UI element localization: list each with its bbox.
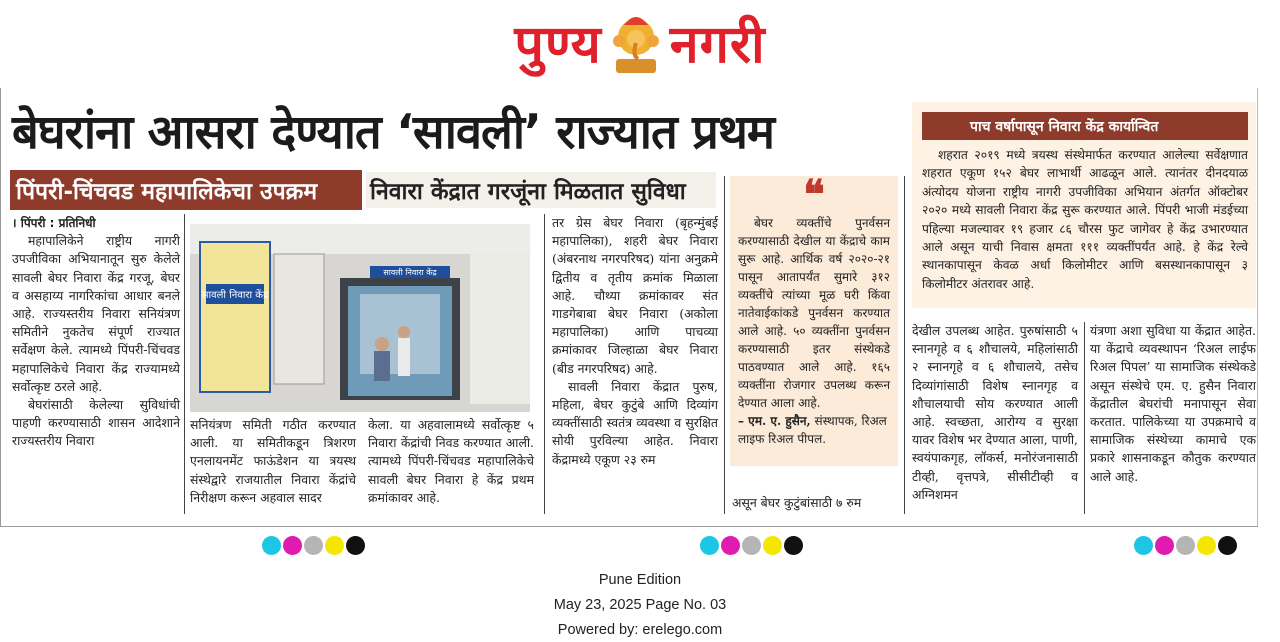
column-rule: [724, 176, 725, 514]
registration-dot: [325, 536, 344, 555]
article-column-2: [190, 416, 356, 507]
page-edge: [0, 526, 1258, 527]
registration-dot: [262, 536, 281, 555]
masthead-right-word: नगरी: [669, 14, 766, 75]
pull-quote-box: [730, 171, 898, 466]
quote-paragraph: बेघर व्यक्तींचे पुनर्वसन करण्यासाठी देखील या केंद्राचे काम सुरू आहे. आर्थिक वर्ष २०२०-२१ पासून आतापर्यंत सुमारे ३१२ व्यक्तींचे त्यांच्या मूळ घरी किंवा नातेवाईकांकडे पुनर्वसन करण्यात आले आहे. ५० व्यक्तींना पुनर्वसन करण्यासाठी इतर संस्थेकडे पाठवण्यात आले आहे. १६५ व्यक्तींना रोजगार उपलब्ध करून देण्यात आला आहे.: [738, 216, 890, 410]
paragraph: बेघरांसाठी केलेल्या सुविधांची पाहणी करण्यासाठी शासन आदेशाने राज्यस्तरीय निवारा: [12, 397, 180, 449]
article-column-7: [1090, 322, 1256, 486]
headline: बेघरांना आसरा देण्यात ‘सावली’ राज्यात प्रथम: [12, 105, 774, 160]
paragraph: तर ग्रेस बेघर निवारा (बृहन्मुंबई महापालिका), शहरी बेघर निवारा (अंबरनाथ नगरपरिषद) यांना अनुक्रमे द्वितीय व तृतीय क्रमांक मिळाला आहे. चौथ्या क्रमांकावर संत गाडगेबाबा बेघर निवारा (अकोला महापालिका) आणि पाचव्या क्रमांकावर जिल्हाळा बेघर निवारा (बीड नगरपरिषद) आहे.: [552, 215, 718, 376]
masthead: [470, 2, 810, 82]
shelter-entrance-image: [190, 224, 530, 412]
paragraph: देखील उपलब्ध आहेत. पुरुषांसाठी ५ स्नानगृहे व ६ शौचालये, महिलांसाठी २ स्नानगृहे व ६ शौचालये, तसेच दिव्यांगांसाठी विशेष स्नानगृह व शौचालयाची सोय करण्यात आली आहे. स्वच्छता, आरोग्य व सुरक्षा यावर विशेष भर देण्यात आला, पाणी, स्वयंपाकगृह, लॉकर्स, मनोरंजनासाठी टीव्ही, वृत्तपत्रे, सीसीटीव्ही व अग्निशमन: [912, 323, 1078, 502]
byline: । पिंपरी : प्रतिनिधी: [12, 216, 96, 230]
registration-dot: [346, 536, 365, 555]
registration-dot: [283, 536, 302, 555]
paragraph: सावली निवारा केंद्रात पुरुष, महिला, बेघर कुटुंबे आणि दिव्यांग व्यक्तींसाठी स्वतंत्र व्यवस्था व सुरक्षित सोयी पुरविल्या आहेत. निवारा केंद्रामध्ये एकूण २३ रुम: [552, 378, 718, 467]
registration-dot: [1176, 536, 1195, 555]
attribution-rest: संस्थापक, रिअल लाइफ रिअल पीपल.: [738, 414, 887, 446]
article-column-6: [912, 322, 1078, 504]
registration-dot: [721, 536, 740, 555]
paragraph: केला. या अहवालामध्ये सर्वोत्कृष्ट ५ निवारा केंद्रांची निवड करण्यात आली. त्यामध्ये पिंपरी-चिंचवड महापालिकेचे सावली बेघर निवारा हे केंद्र प्रथम क्रमांकावर आहे.: [368, 417, 534, 505]
powered-by-link[interactable]: Powered by: erelego.com: [557, 622, 723, 638]
registration-dot: [784, 536, 803, 555]
registration-dot: [1155, 536, 1174, 555]
column-rule: [544, 214, 545, 514]
subhead-red: पिंपरी-चिंचवड महापालिकेचा उपक्रम: [10, 170, 362, 210]
registration-dot: [1197, 536, 1216, 555]
sidebox-text: [922, 146, 1248, 293]
page-edge: [0, 88, 1, 526]
registration-dot: [742, 536, 761, 555]
masthead-left-word: पुण्य: [514, 14, 602, 75]
paragraph: महापालिकेने राष्ट्रीय नागरी उपजीविका अभियानातून सुरु केलेले सावली बेघर निवारा केंद्र गरजू, बेघर व असहाय्य नागरिकांचा आधार बनले आहे. राज्यस्तरीय निवारा सनियंत्रण समितीने नुकतेच संपूर्ण राज्यात सर्वेक्षण केले. त्यामध्ये पिंपरी-चिंचवड महापालिकेचे निवारा केंद्र राज्यामध्ये सर्वोत्कृष्ट ठरले आहे.: [12, 233, 180, 394]
column-rule: [904, 176, 905, 514]
registration-dot: [304, 536, 323, 555]
article-column-5: [732, 494, 898, 512]
registration-dot: [700, 536, 719, 555]
registration-marks-middle: [700, 536, 820, 556]
subhead-black: निवारा केंद्रात गरजूंना मिळतात सुविधा: [366, 172, 716, 208]
attribution-name: – एम. ए. हुसैन,: [738, 414, 811, 428]
paragraph: सनियंत्रण समिती गठीत करण्यात आली. या समितीकडून त्रिशरण एनलायनमेंट फाऊंडेशन या त्रयस्थ संस्थेद्वारे राजयातील निवारा केंद्रांचे निरीक्षण करून अहवाल सादर: [190, 417, 356, 505]
column-rule: [1084, 322, 1085, 514]
paragraph: असून बेघर कुटुंबांसाठी ७ रुम: [732, 495, 862, 510]
ganesha-logo-icon: [608, 7, 664, 77]
registration-marks-left: [262, 536, 382, 556]
pull-quote-text: [730, 210, 898, 448]
registration-dot: [1218, 536, 1237, 555]
registration-marks-right: [1134, 536, 1254, 556]
article-column-3: [368, 416, 534, 507]
registration-dot: [1134, 536, 1153, 555]
sidebox-title: पाच वर्षापासून निवारा केंद्र कार्यान्वित: [922, 112, 1248, 140]
paragraph: शहरात २०१९ मध्ये त्रयस्थ संस्थेमार्फत करण्यात आलेल्या सर्वेक्षणात शहरात एकूण १५२ बेघर लाभार्थी आढळून आले. त्यानंतर दीनदयाळ अंत्योदय योजना राष्ट्रीय नागरी उपजीविका अभियान अंतर्गत ऑक्टोबर २०२० मध्ये सावली निवारा केंद्र सुरू करण्यात आले. पिंपरी भाजी मंडईच्या पहिल्या मजल्यावर १९ हजार ८६ चौरस फुट जागेवर हे केंद्र उभारण्यात आले असून याची निवास क्षमता १११ व्यक्तींपर्यंत आहे. हे केंद्र रेल्वे स्थानकापासून केवळ अर्धा किलोमीटर आणि बसस्थानकापासून ३ किलोमीटर अंतरावर आहे.: [922, 148, 1248, 291]
page-edge: [1257, 88, 1258, 526]
board-title: सावली निवारा केंद्र: [201, 290, 269, 301]
sidebox: [912, 102, 1256, 308]
quote-marks-icon: ❝: [803, 171, 825, 218]
entrance-sign: सावली निवारा केंद्र: [383, 268, 437, 277]
date-page-label: May 23, 2025 Page No. 03: [553, 597, 727, 613]
shelter-photo: [190, 224, 530, 412]
quote-attribution: [738, 412, 890, 448]
paragraph: यंत्रणा अशा सुविधा या केंद्रात आहेत. या केंद्राचे व्यवस्थापन ‘रिअल लाईफ रिअल पिपल’ या सामाजिक संस्थेकडे असून संस्थेचे एम. ए. हुसैन निवारा केंद्रातील बेघरांची मनापासून सेवा करतात. पालिकेच्या या उपक्रमाचे व सामाजिक संस्थेच्या कामाचे एक प्रकारे शासनाकडून कौतुक करण्यात आले आहे.: [1090, 323, 1256, 484]
edition-label: Pune Edition: [598, 572, 682, 588]
article-column-4: [552, 214, 718, 469]
registration-dot: [763, 536, 782, 555]
article-column-1: [12, 214, 180, 451]
column-rule: [184, 214, 185, 514]
